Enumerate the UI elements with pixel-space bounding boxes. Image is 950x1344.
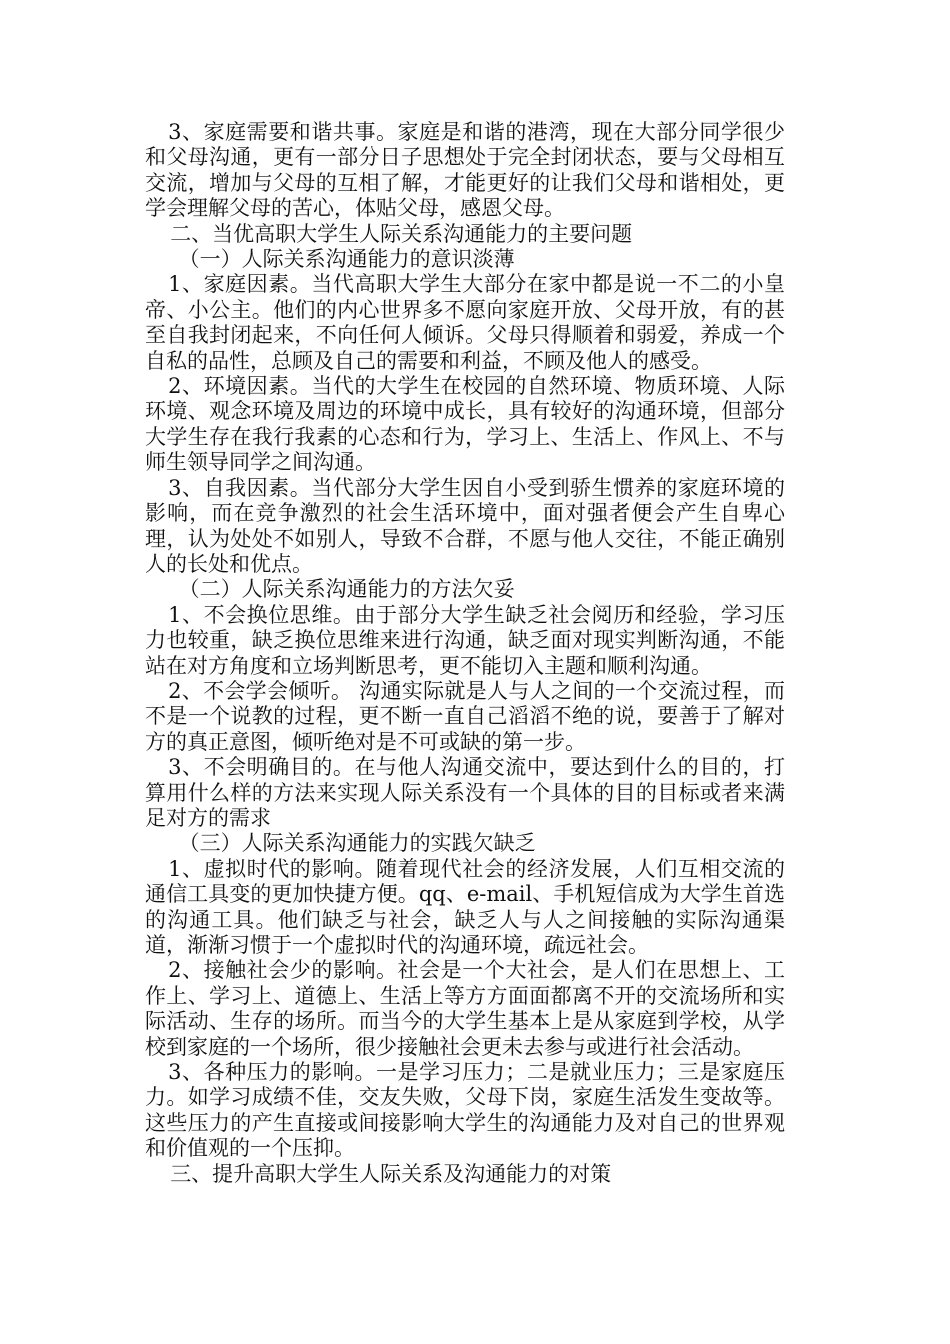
paragraph-virtual-era: 1、虚拟时代的影响。随着现代社会的经济发展，人们互相交流的通信工具变的更加快捷方便。qq、e-mail、手机短信成为大学生首选的沟通工具。他们缺乏与社会，缺乏人与人之间接触的实际沟通渠道，渐渐习惯于一个虚拟时代的沟通环境，疏远社会。 <box>145 856 785 957</box>
paragraph-perspective-taking: 1、不会换位思维。由于部分大学生缺乏社会阅历和经验，学习压力也较重，缺乏换位思维来进行沟通，缺乏面对现实判断沟通，不能站在对方角度和立场判断思考，更不能切入主题和顺利沟通。 <box>145 602 785 678</box>
subsection-heading-awareness: （一）人际关系沟通能力的意识淡薄 <box>178 247 515 272</box>
subsection-heading-practice: （三）人际关系沟通能力的实践欠缺乏 <box>178 831 536 856</box>
paragraph-family-harmony: 3、家庭需要和谐共事。家庭是和谐的港湾，现在大部分同学很少和父母沟通，更有一部分日子思想处于完全封闭状态，要与父母相互交流，增加与父母的互相了解，才能更好的让我们父母和谐相处，更学会理解父母的苦心，体贴父母，感恩父母。 <box>145 120 785 221</box>
paragraph-social-contact: 2、接触社会少的影响。社会是一个大社会，是人们在思想上、工作上、学习上、道德上、生活上等方方面面都离不开的交流场所和实际活动、生存的场所。而当今的大学生基本上是从家庭到学校，从学校到家庭的一个场所，很少接触社会更未去参与或进行社会活动。 <box>145 958 785 1059</box>
paragraph-pressures: 3、各种压力的影响。一是学习压力；二是就业压力；三是家庭压力。如学习成绩不佳，交友失败，父母下岗，家庭生活发生变故等。这些压力的产生直接或间接影响大学生的沟通能力及对自己的世界观和价值观的一个压抑。 <box>145 1060 785 1161</box>
paragraph-environment-factor: 2、环境因素。当代的大学生在校园的自然环境、物质环境、人际环境、观念环境及周边的环境中成长，具有较好的沟通环境，但部分大学生存在我行我素的心态和行为，学习上、生活上、作风上、不与师生领导同学之间沟通。 <box>145 374 785 475</box>
subsection-heading-methods: （二）人际关系沟通能力的方法欠妥 <box>178 577 515 602</box>
paragraph-self-factor: 3、自我因素。当代部分大学生因自小受到骄生惯养的家庭环境的影响，而在竞争激烈的社会生活环境中，面对强者便会产生自卑心理，认为处处不如别人，导致不合群，不愿与他人交往，不能正确别人的长处和优点。 <box>145 475 785 576</box>
paragraph-family-factor: 1、家庭因素。当代高职大学生大部分在家中都是说一不二的小皇帝、小公主。他们的内心世界多不愿向家庭开放、父母开放，有的甚至自我封闭起来，不向任何人倾诉。父母只得顺着和弱爱，养成一个自私的品性，总顾及自己的需要和利益，不顾及他人的感受。 <box>145 272 785 373</box>
section-heading-main-problems: 二、当优高职大学生人际关系沟通能力的主要问题 <box>170 221 633 246</box>
section-heading-countermeasures: 三、提升高职大学生人际关系及沟通能力的对策 <box>170 1161 612 1186</box>
document-body <box>145 120 785 1187</box>
paragraph-clear-purpose: 3、不会明确目的。在与他人沟通交流中，要达到什么的目的，打算用什么样的方法来实现人际关系没有一个具体的目的目标或者来满足对方的需求 <box>145 755 785 830</box>
paragraph-listening: 2、不会学会倾听。 沟通实际就是人与人之间的一个交流过程，而不是一个说教的过程，更不断一直自己滔滔不绝的说，要善于了解对方的真正意图，倾听绝对是不可或缺的第一步。 <box>145 678 785 754</box>
